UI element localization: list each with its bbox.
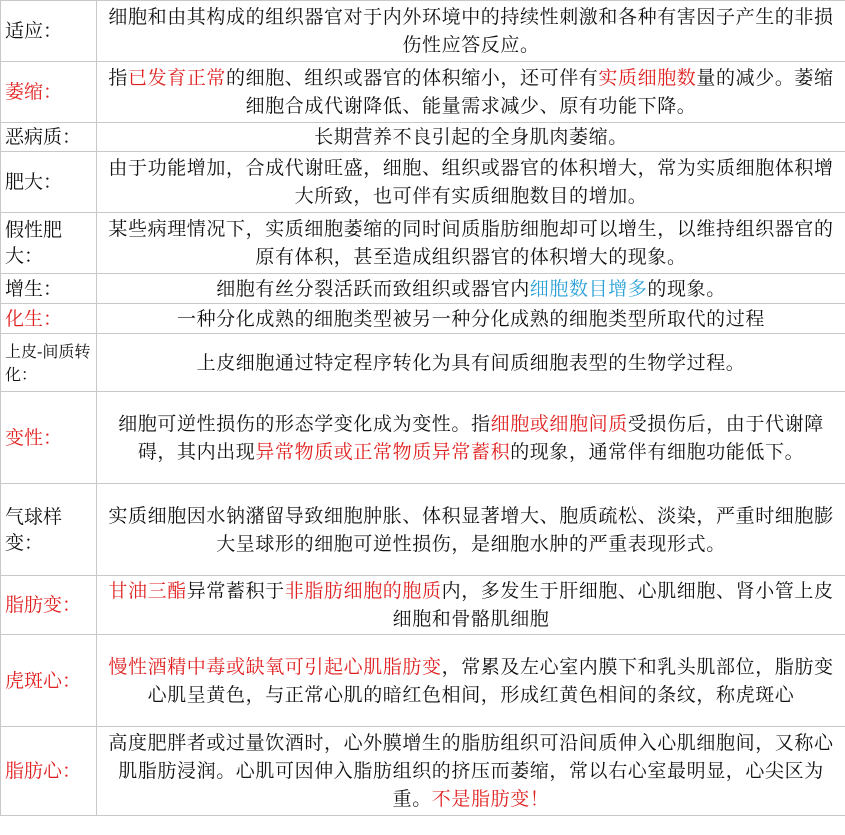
definition-text: 的细胞、组织或器官的体积缩小，还可伴有: [226, 67, 599, 89]
definition-text: 细胞或细胞间质: [490, 412, 628, 435]
glossary-row: [1, 727, 845, 816]
term-cell: 脂肪心：: [1, 727, 97, 816]
definition-text: 的现象，通常伴有细胞功能低下。: [510, 440, 805, 463]
term-cell: 增生：: [1, 274, 97, 304]
glossary-row: [1, 62, 845, 123]
term-cell: 适应：: [1, 1, 97, 62]
definition-cell: [97, 576, 845, 635]
definition-text: 慢性酒精中毒或缺氧可引起心肌脂肪变: [108, 655, 442, 678]
definition-cell: [97, 213, 845, 274]
definition-text: 上皮细胞通过特定程序转化为具有间质细胞表型的生物学过程。: [196, 351, 746, 374]
definition-text: 已发育正常: [127, 67, 226, 89]
term-cell: 假性肥大：: [1, 213, 97, 274]
definition-text: 某些病理情况下，实质细胞萎缩的同时间质脂肪细胞却可以增生，以维持组织器官的原有体积，甚至造成组织器官的体积增大的现象。: [108, 218, 834, 268]
definition-text: 内，多发生于肝细胞、心肌细胞、肾小管上皮细胞和骨骼肌细胞: [392, 580, 834, 630]
glossary-body: [1, 1, 845, 816]
definition-text: 细胞可逆性损伤的形态学变化成为变性。指: [118, 412, 491, 435]
definition-text: 高度肥胖者或过量饮酒时，心外膜增生的脂肪组织可沿间质伸入心肌细胞间，又称心肌脂肪浸润。心肌可因伸入脂肪组织的挤压而萎缩，常以右心室最明显，心尖区为重。: [108, 732, 834, 810]
definition-text: 非脂肪细胞的胞质: [284, 580, 442, 602]
definition-text: 细胞数目增多: [529, 277, 648, 300]
definition-cell: [97, 274, 845, 304]
definition-text: 异常物质或正常物质异常蓄积: [255, 440, 511, 463]
term-cell: 恶病质：: [1, 123, 97, 152]
glossary-row: [1, 576, 845, 635]
definition-text: 异常蓄积于: [186, 580, 285, 602]
glossary-row: [1, 635, 845, 727]
definition-cell: [97, 392, 845, 484]
term-cell: 变性：: [1, 392, 97, 484]
glossary-row: [1, 484, 845, 576]
definition-text: 细胞有丝分裂活跃而致组织或器官内: [216, 277, 530, 300]
definition-text: 实质细胞数: [598, 67, 697, 89]
definition-cell: [97, 62, 845, 123]
definition-text: 不是脂肪变！: [431, 788, 550, 810]
term-cell: 肥大：: [1, 152, 97, 213]
definition-text: 实质细胞因水钠潴留导致细胞肿胀、体积显著增大、胞质疏松、淡染，严重时细胞膨大呈球形的细胞可逆性损伤，是细胞水肿的严重表现形式。: [108, 504, 834, 555]
definition-cell: [97, 123, 845, 152]
definition-text: 的现象。: [647, 277, 726, 300]
definition-text: 量的减少。萎缩细胞合成代谢降低、能量需求减少、原有功能下降。: [245, 67, 834, 117]
definition-text: 由于功能增加，合成代谢旺盛，细胞、组织或器官的体积增大，常为实质细胞体积增大所致，也可伴有实质细胞数目的增加。: [108, 157, 834, 207]
term-cell: 虎斑心：: [1, 635, 97, 727]
definition-text: 细胞和由其构成的组织器官对于内外环境中的持续性刺激和各种有害因子产生的非损伤性应答反应。: [108, 6, 834, 56]
term-cell: 上皮-间质转化：: [1, 334, 97, 392]
term-cell: 化生：: [1, 304, 97, 334]
definition-cell: [97, 1, 845, 62]
term-cell: 萎缩：: [1, 62, 97, 123]
glossary-row: [1, 392, 845, 484]
definition-text: ，常累及左心室内膜下和乳头肌部位，脂肪变心肌呈黄色，与正常心肌的暗红色相间，形成红黄色相间的条纹，称虎斑心: [147, 655, 834, 706]
definition-cell: [97, 334, 845, 392]
definition-cell: [97, 152, 845, 213]
definition-text: 一种分化成熟的细胞类型被另一种分化成熟的细胞类型所取代的过程: [176, 307, 765, 330]
definition-text: 指: [108, 67, 128, 89]
glossary-row: [1, 213, 845, 274]
definition-cell: [97, 304, 845, 334]
glossary-row: [1, 123, 845, 152]
definition-text: 受损伤后，由于代谢障碍，其内出现: [137, 412, 824, 463]
term-cell: 气球样变：: [1, 484, 97, 576]
glossary-row: [1, 274, 845, 304]
definition-cell: [97, 727, 845, 816]
glossary-row: [1, 334, 845, 392]
definition-text: 甘油三酯: [108, 580, 187, 602]
definition-text: 长期营养不良引起的全身肌肉萎缩。: [314, 126, 628, 148]
glossary-row: [1, 152, 845, 213]
glossary-row: [1, 1, 845, 62]
term-cell: 脂肪变：: [1, 576, 97, 635]
glossary-row: [1, 304, 845, 334]
definition-cell: [97, 484, 845, 576]
definition-cell: [97, 635, 845, 727]
